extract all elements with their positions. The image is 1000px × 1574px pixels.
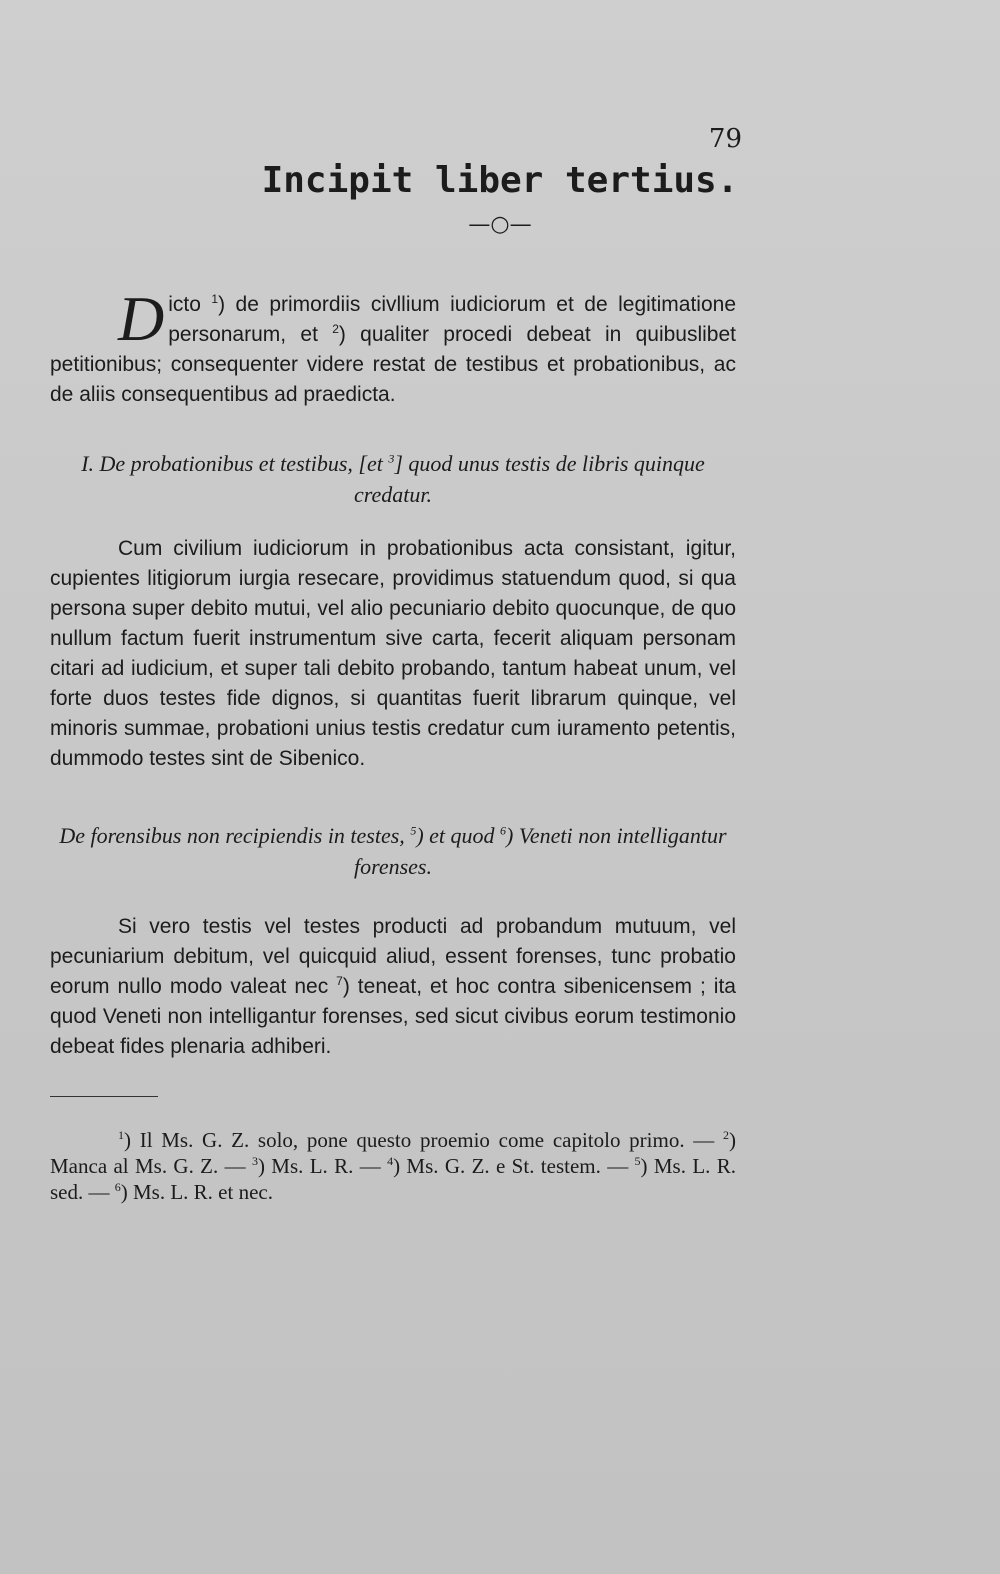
footnote-text: ) Ms. L. R. et nec. — [120, 1180, 273, 1204]
footnotes — [50, 1127, 736, 1205]
heading-text: ) et quod — [416, 823, 501, 848]
footnote-number: 1 — [118, 1128, 124, 1142]
footnote-number: 5 — [634, 1154, 641, 1168]
book-title: Incipit liber tertius. — [261, 160, 739, 201]
main-text — [50, 283, 737, 1205]
footnote-number: 4 — [387, 1154, 394, 1168]
footnote-ref: 1 — [211, 292, 219, 306]
footnote-number: 6 — [114, 1180, 121, 1194]
footnote-text: ) Ms. L. R. — — [257, 1154, 388, 1178]
section2-body — [50, 912, 736, 1062]
footnote-text: ) Il Ms. G. Z. solo, pone questo proemio come capitolo primo. — — [124, 1128, 723, 1152]
footnote-number: 2 — [723, 1128, 729, 1142]
footnote-ref: 5 — [410, 823, 417, 838]
ornament-divider: —○— — [468, 212, 532, 237]
body-text: Si vero testis vel testes producti ad probandum mutuum, vel pecuniarium debitum, vel quicquid aliud, essent forenses, tunc probatio eorum nullo modo valeat nec — [50, 915, 736, 998]
page-number: 79 — [708, 124, 742, 154]
heading-text: De forensibus non recipiendis in testes, — [59, 823, 411, 848]
footnote-ref: 6 — [500, 823, 507, 838]
footnote-rule — [50, 1096, 158, 1097]
footnote-ref: 2 — [332, 322, 339, 336]
section-heading-2 — [50, 820, 736, 882]
heading-text: I. De probationibus et testibus, [et — [81, 451, 389, 476]
intro-text: ) qualiter procedi debeat in quibuslibet petitionibus; consequenter videre restat de testibus et probationibus, ac de aliis consequentibus ad praedicta. — [50, 323, 736, 406]
intro-paragraph — [50, 283, 737, 410]
section-heading-1 — [50, 448, 736, 510]
intro-text: ) de primordiis civllium iudiciorum et de legitimatione personarum, et — [168, 293, 737, 346]
intro-text: icto — [168, 293, 212, 316]
footnote-number: 3 — [251, 1154, 258, 1168]
dropcap-letter: D — [118, 283, 165, 354]
heading-text: ) Veneti non intelligantur forenses. — [353, 823, 727, 879]
footnote-ref: 3 — [388, 451, 395, 466]
heading-text: ] quod unus testis de libris quinque credatur. — [353, 451, 705, 507]
footnote-text: ) Manca al Ms. G. Z. — — [50, 1128, 736, 1178]
section1-body: Cum civilium iudiciorum in probationibus acta consistant, igitur, cupientes litigiorum iurgia resecare, providimus statuendum quod, si qua persona super debito mutui, vel alio pecuniario debito quocunque, de quo nullum factum fuerit instrumentum sive carta, fecerit aliquam personam citari ad iudicium, et super tali debito probando, tantum habeat unum, vel forte duos testes fide dignos, si quantitas fuerit librarum quinque, vel minoris summae, probationi unius testis credatur cum iuramento petentis, dummodo testes sint de Sibenico. — [50, 537, 736, 770]
footnote-text: ) Ms. G. Z. e St. testem. — — [393, 1154, 635, 1178]
footnote-text: ) Ms. L. R. sed. — — [50, 1154, 736, 1204]
footnote-ref: 7 — [336, 974, 343, 988]
body-text: ) teneat, et hoc contra sibenicensem ; ita quod Veneti non intelligantur forenses, sed sicut civibus eorum testimonio debeat fides plenaria adhiberi. — [50, 975, 736, 1058]
